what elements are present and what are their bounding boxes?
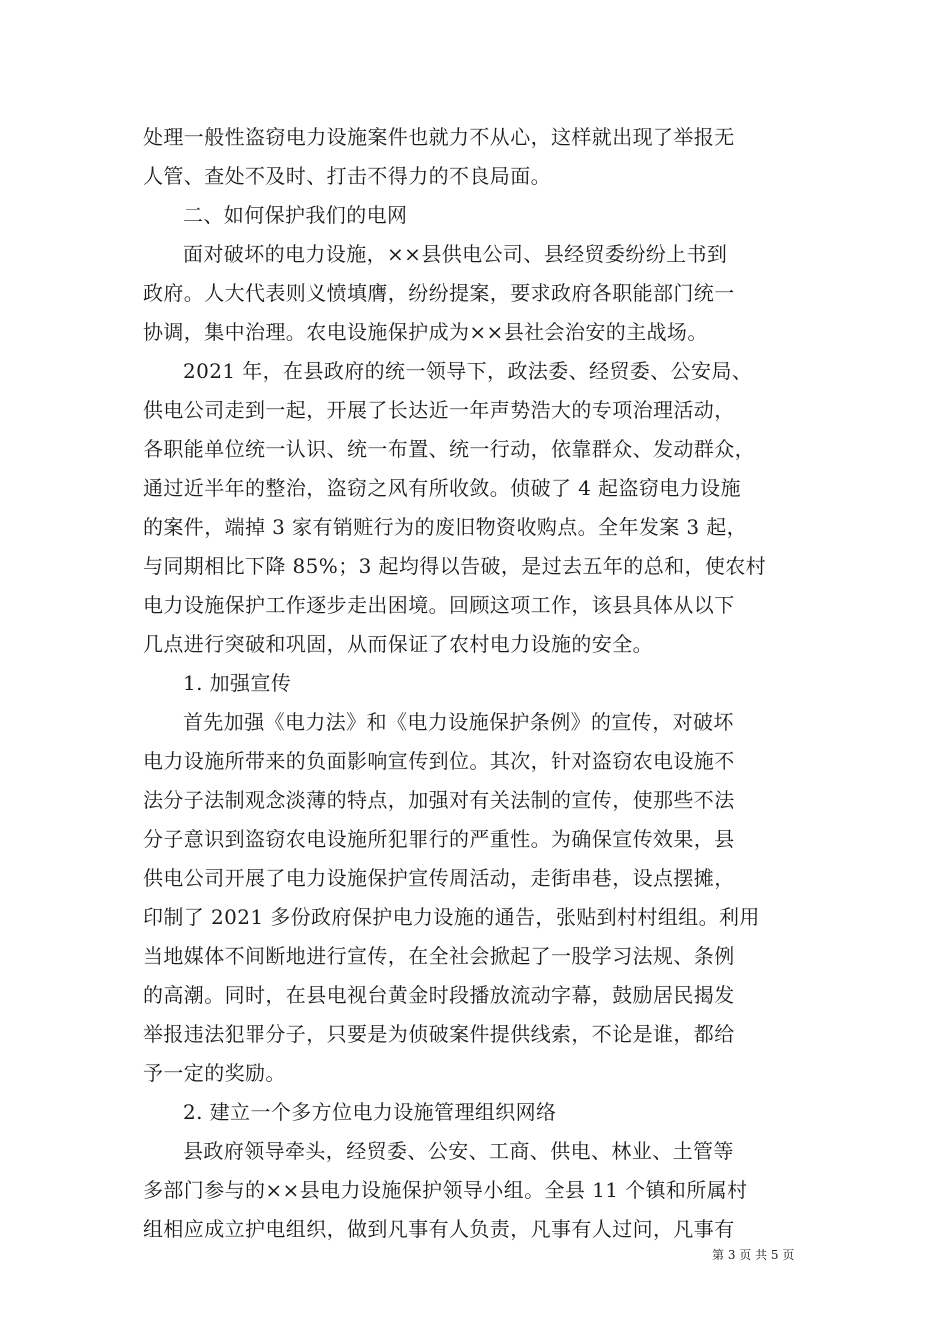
text-line: 电力设施所带来的负面影响宣传到位。其次，针对盗窃农电设施不	[143, 749, 735, 773]
text-line: 电力设施保护工作逐步走出困境。回顾这项工作，该县具体从以下	[143, 593, 735, 617]
text-line: 法分子法制观念淡薄的特点，加强对有关法制的宣传，使那些不法	[143, 788, 735, 812]
text-line: 当地媒体不间断地进行宣传，在全社会掀起了一股学习法规、条例	[143, 944, 735, 968]
text-line: 印制了 2021 多份政府保护电力设施的通告，张贴到村村组组。利用	[143, 905, 760, 929]
text-line: 组相应成立护电组织，做到凡事有人负责，凡事有人过问，凡事有	[143, 1217, 735, 1241]
text-line: 首先加强《电力法》和《电力设施保护条例》的宣传，对破坏	[183, 710, 734, 734]
text-line: 予一定的奖励。	[143, 1061, 286, 1085]
text-line: 与同期相比下降 85%；3 起均得以告破，是过去五年的总和，使农村	[143, 554, 767, 578]
page-number-label: 第 3 页 共 5 页	[712, 1248, 795, 1262]
text-line: 几点进行突破和巩固，从而保证了农村电力设施的安全。	[143, 632, 653, 656]
text-line: 供电公司开展了电力设施保护宣传周活动，走街串巷，设点摆摊，	[143, 866, 735, 890]
text-line: 面对破坏的电力设施，××县供电公司、县经贸委纷纷上书到	[183, 242, 728, 266]
text-line: 处理一般性盗窃电力设施案件也就力不从心，这样就出现了举报无	[143, 125, 735, 149]
document-body	[143, 118, 813, 1249]
text-line: 各职能单位统一认识、统一布置、统一行动，依靠群众、发动群众，	[143, 437, 755, 461]
text-line: 1. 加强宣传	[183, 671, 292, 695]
page-footer	[712, 1247, 794, 1263]
text-line: 的案件，端掉 3 家有销赃行为的废旧物资收购点。全年发案 3 起，	[143, 515, 748, 539]
text-line: 政府。人大代表则义愤填膺，纷纷提案，要求政府各职能部门统一	[143, 281, 735, 305]
text-line: 的高潮。同时，在县电视台黄金时段播放流动字幕，鼓励居民揭发	[143, 983, 735, 1007]
text-line: 举报违法犯罪分子，只要是为侦破案件提供线索，不论是谁，都给	[143, 1022, 735, 1046]
text-line: 通过近半年的整治，盗窃之风有所收敛。侦破了 4 起盗窃电力设施	[143, 476, 741, 500]
text-line: 县政府领导牵头，经贸委、公安、工商、供电、林业、土管等	[183, 1139, 734, 1163]
text-line: 2. 建立一个多方位电力设施管理组织网络	[183, 1100, 557, 1124]
text-line: 协调，集中治理。农电设施保护成为××县社会治安的主战场。	[143, 320, 708, 344]
text-line: 供电公司走到一起，开展了长达近一年声势浩大的专项治理活动，	[143, 398, 735, 422]
text-line: 人管、查处不及时、打击不得力的不良局面。	[143, 164, 551, 188]
text-line: 分子意识到盗窃农电设施所犯罪行的严重性。为确保宣传效果，县	[143, 827, 735, 851]
text-line: 2021 年，在县政府的统一领导下，政法委、经贸委、公安局、	[183, 359, 753, 383]
text-line: 二、如何保护我们的电网	[183, 203, 408, 227]
text-line: 多部门参与的××县电力设施保护领导小组。全县 11 个镇和所属村	[143, 1178, 748, 1202]
